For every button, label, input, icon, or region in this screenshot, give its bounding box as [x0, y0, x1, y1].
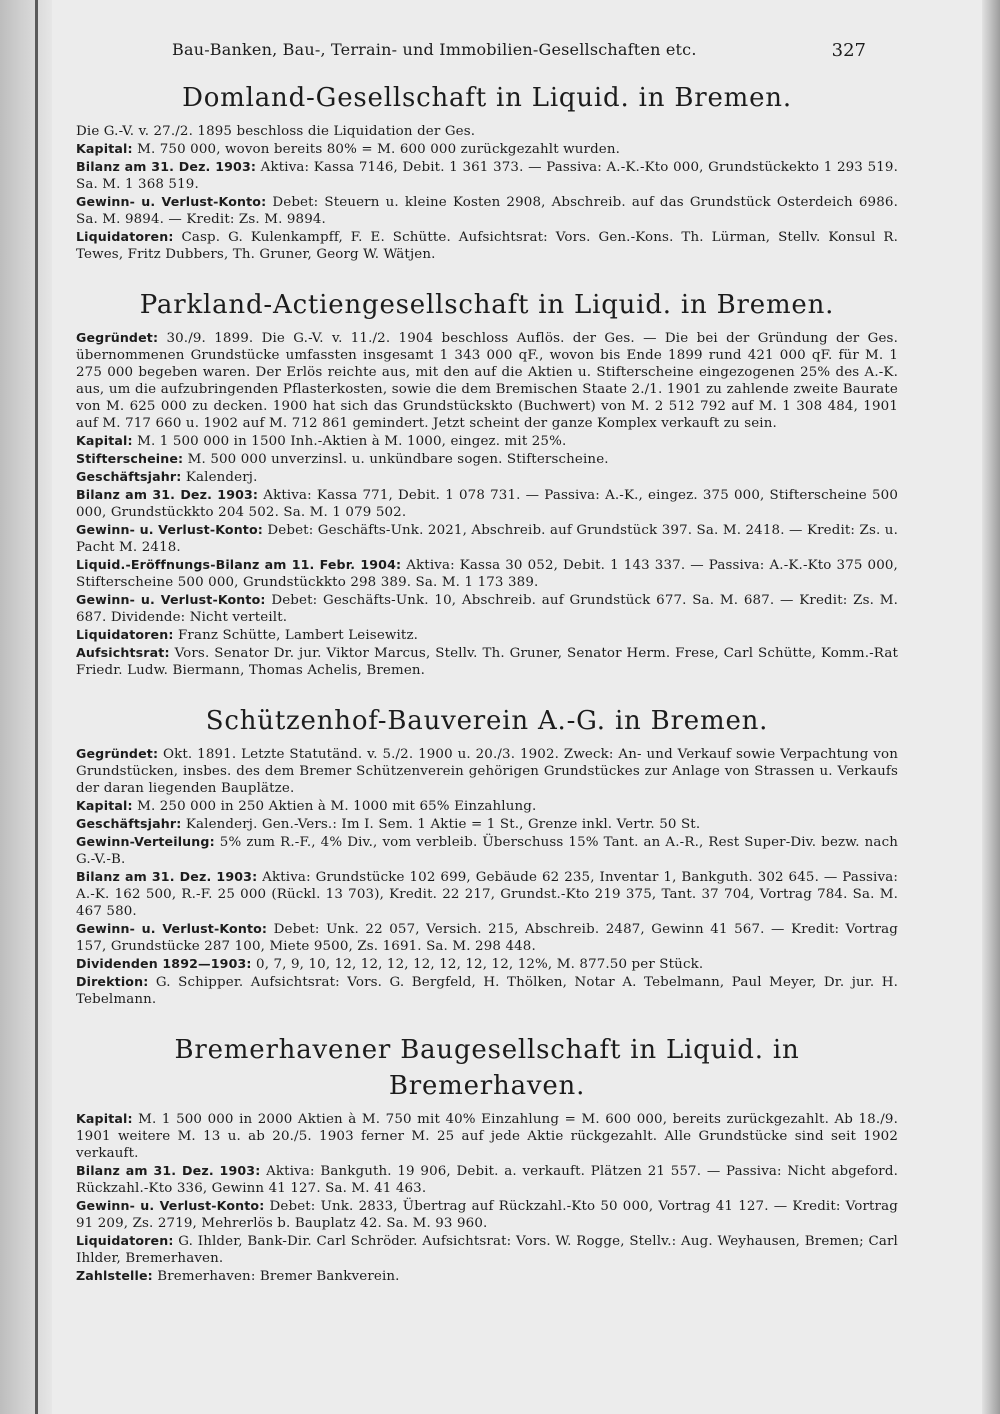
field-label: Gegründet: [76, 330, 159, 345]
field-label: Bilanz am 31. Dez. 1903: [76, 159, 257, 174]
entry-paragraph [76, 122, 898, 140]
field-label: Aufsichtsrat: [76, 645, 170, 660]
field-text: Debet: Geschäfts-Unk. 2021, Abschreib. auf Grundstück 397. Sa. M. 2418. — Kredit: Zs. u. Pacht M. 2418. [76, 523, 898, 555]
field-text: M. 1 500 000 in 1500 Inh.-Aktien à M. 1000, eingez. mit 25%. [137, 434, 567, 449]
field-text: Kalenderj. [185, 470, 258, 485]
entry-paragraph [76, 193, 898, 228]
running-head: Bau-Banken, Bau-, Terrain- und Immobilien-Gesellschaften etc. [172, 40, 697, 59]
field-label: Bilanz am 31. Dez. 1903: [76, 487, 259, 502]
company-title: Parkland-Actiengesellschaft in Liquid. in Bremen. [139, 290, 835, 320]
field-text: Aktiva: Kassa 30 052, Debit. 1 143 337. — Passiva: A.-K.-Kto 375 000, Stifterscheine 500 000, Grundstückkto 298 389. Sa. M. 1 173 389. [76, 558, 898, 590]
field-label: Direktion: [76, 974, 149, 989]
field-text: Debet: Unk. 2833, Übertrag auf Rückzahl.-Kto 50 000, Vortrag 41 127. — Kredit: Vortrag 91 209, Zs. 2719, Mehrerlös b. Bauplatz 42. Sa. M. 93 960. [76, 1199, 898, 1231]
page-header [172, 40, 866, 66]
entry-paragraph [76, 140, 898, 158]
document-page [52, 0, 982, 1414]
company-title: Schützenhof-Bauverein A.-G. in Bremen. [205, 706, 769, 736]
entry-paragraph [76, 158, 898, 193]
field-text: Aktiva: Kassa 771, Debit. 1 078 731. — Passiva: A.-K., eingez. 375 000, Stifterscheine 500 000, Grundstückkto 204 502. Sa. M. 1 079 502. [76, 488, 898, 520]
entry-paragraph [76, 556, 898, 591]
field-text: Debet: Geschäfts-Unk. 10, Abschreib. auf Grundstück 677. Sa. M. 687. — Kredit: Zs. M. 687. Dividende: Nicht verteilt. [76, 593, 898, 625]
entry-paragraph [76, 1110, 898, 1162]
field-text: G. Ihlder, Bank-Dir. Carl Schröder. Aufsichtsrat: Vors. W. Rogge, Stellv.: Aug. Weyhausen, Bremen; Carl Ihlder, Bremerhaven. [76, 1234, 898, 1266]
field-text: Aktiva: Kassa 7146, Debit. 1 361 373. — Passiva: A.-K.-Kto 000, Grundstückekto 1 293 519. Sa. M. 1 368 519. [76, 160, 898, 192]
company-title: Domland-Gesellschaft in Liquid. in Bremen. [182, 83, 792, 113]
field-label: Stifterscheine: [76, 451, 184, 466]
field-label: Gewinn- u. Verlust-Konto: [76, 194, 267, 209]
scan-right-edge [982, 0, 1000, 1414]
entry-paragraph [76, 521, 898, 556]
entry-paragraph [76, 868, 898, 920]
field-label: Liquid.-Eröffnungs-Bilanz am 11. Febr. 1904: [76, 557, 402, 572]
entry-paragraph [76, 432, 898, 450]
entry-paragraph [76, 450, 898, 468]
entry-paragraph [76, 1267, 898, 1285]
field-text: G. Schipper. Aufsichtsrat: Vors. G. Bergfeld, H. Thölken, Notar A. Tebelmann, Paul Meyer, Dr. jur. H. Tebelmann. [76, 975, 898, 1007]
entry-paragraph [76, 468, 898, 486]
field-label: Liquidatoren: [76, 1233, 174, 1248]
entry-paragraph [76, 920, 898, 955]
field-text: Kalenderj. Gen.-Vers.: Im I. Sem. 1 Aktie = 1 St., Grenze inkl. Vertr. 50 St. [185, 817, 701, 832]
field-text: Okt. 1891. Letzte Statutänd. v. 5./2. 1900 u. 20./3. 1902. Zweck: An- und Verkauf sowie Verpachtung von Grundstücken, insbes. des dem Bremer Schützenverein gehörigen Grundstückes zur Anlage von Strassen u. Verkaufs der daran liegenden Bauplätze. [76, 747, 898, 796]
field-label: Dividenden 1892—1903: [76, 956, 252, 971]
field-label: Gewinn- u. Verlust-Konto: [76, 522, 263, 537]
entry-paragraph [76, 644, 898, 679]
field-text: Bremerhaven: Bremer Bankverein. [157, 1269, 400, 1284]
company-entry [76, 703, 898, 1008]
entry-paragraph [76, 228, 898, 263]
entry-paragraph [76, 833, 898, 868]
field-text: M. 1 500 000 in 2000 Aktien à M. 750 mit 40% Einzahlung = M. 600 000, bereits zurückgezahlt. Ab 18./9. 1901 weitere M. 13 u. ab 20./5. 1903 ferner M. 25 auf jede Aktie rückgezahlt. Alle Grundstücke sind seit 1902 verkauft. [76, 1112, 898, 1161]
entry-paragraph [76, 329, 898, 432]
field-label: Kapital: [76, 1111, 133, 1126]
field-label: Liquidatoren: [76, 627, 174, 642]
field-label: Kapital: [76, 141, 133, 156]
field-text: Vors. Senator Dr. jur. Viktor Marcus, Stellv. Th. Gruner, Senator Herm. Frese, Carl Schütte, Komm.-Rat Friedr. Ludw. Biermann, Thomas Achelis, Bremen. [76, 646, 898, 678]
entry-paragraph [76, 486, 898, 521]
field-text: Die G.-V. v. 27./2. 1895 beschloss die Liquidation der Ges. [76, 124, 476, 139]
entry-paragraph [76, 1197, 898, 1232]
entry-paragraph [76, 591, 898, 626]
page-content [76, 80, 898, 1309]
field-text: Aktiva: Bankguth. 19 906, Debit. a. verkauft. Plätzen 21 557. — Passiva: Nicht abgeford. Rückzahl.-Kto 336, Gewinn 41 127. Sa. M. 41 463. [76, 1164, 898, 1196]
company-entry [76, 1032, 898, 1285]
field-text: M. 250 000 in 250 Aktien à M. 1000 mit 65% Einzahlung. [137, 799, 537, 814]
field-label: Gewinn- u. Verlust-Konto: [76, 592, 266, 607]
entry-paragraph [76, 815, 898, 833]
field-label: Bilanz am 31. Dez. 1903: [76, 869, 258, 884]
entry-paragraph [76, 973, 898, 1008]
field-label: Kapital: [76, 798, 133, 813]
entry-paragraph [76, 626, 898, 644]
field-text: M. 500 000 unverzinsl. u. unkündbare sogen. Stifterscheine. [187, 452, 609, 467]
field-label: Gewinn- u. Verlust-Konto: [76, 1198, 265, 1213]
field-label: Zahlstelle: [76, 1268, 153, 1283]
entry-paragraph [76, 1162, 898, 1197]
entry-paragraph [76, 1232, 898, 1267]
field-text: Aktiva: Grundstücke 102 699, Gebäude 62 235, Inventar 1, Bankguth. 302 645. — Passiva: A.-K. 162 500, R.-F. 25 000 (Rückl. 13 703), Kredit. 22 217, Grundst.-Kto 219 375, Tant. 37 704, Vortrag 784. Sa. M. 467 580. [76, 870, 898, 919]
field-text: Franz Schütte, Lambert Leisewitz. [177, 628, 419, 643]
field-text: Debet: Unk. 22 057, Versich. 215, Abschreib. 2487, Gewinn 41 567. — Kredit: Vortrag 157, Grundstücke 287 100, Miete 9500, Zs. 1691. Sa. M. 298 448. [76, 922, 898, 954]
field-label: Gewinn-Verteilung: [76, 834, 215, 849]
entry-paragraph [76, 797, 898, 815]
field-text: Casp. G. Kulenkampff, F. E. Schütte. Aufsichtsrat: Vors. Gen.-Kons. Th. Lürman, Stellv. Konsul R. Tewes, Fritz Dubbers, Th. Gruner, Georg W. Wätjen. [76, 230, 898, 262]
field-label: Gegründet: [76, 746, 159, 761]
field-label: Geschäftsjahr: [76, 816, 182, 831]
field-label: Gewinn- u. Verlust-Konto: [76, 921, 268, 936]
company-entry [76, 287, 898, 679]
field-text: 30./9. 1899. Die G.-V. v. 11./2. 1904 beschloss Auflös. der Ges. — Die bei der Gründung der Ges. übernommenen Grundstücke umfassten insgesamt 1 343 000 qF., wovon bis Ende 1899 rund 421 000 qF. für M. 1 275 000 begeben waren. Der Erlös reichte aus, mit den auf die Aktien u. Stifterscheine eingezogenen 25% des A.-K. aus, um die aufzubringenden Pflasterkosten, sowie die dem Bremischen Staate 2./1. 1901 zu zahlende zweite Baurate von M. 625 000 zu decken. 1900 hat sich das Grundstückskto (Buchwert) von M. 2 512 792 auf M. 1 308 484, 1901 auf M. 717 660 u. 1902 auf M. 712 861 gemindert. Jetzt scheint der ganze Komplex verkauft zu sein. [76, 331, 898, 431]
field-text: M. 750 000, wovon bereits 80% = M. 600 000 zurückgezahlt wurden. [137, 142, 621, 157]
company-title: Bremerhavener Baugesellschaft in Liquid. in Bremerhaven. [174, 1035, 800, 1101]
field-label: Bilanz am 31. Dez. 1903: [76, 1163, 261, 1178]
entry-paragraph [76, 955, 898, 973]
field-label: Kapital: [76, 433, 133, 448]
field-text: 5% zum R.-F., 4% Div., vom verbleib. Überschuss 15% Tant. an A.-R., Rest Super-Div. bezw. nach G.-V.-B. [76, 835, 898, 867]
field-text: Debet: Steuern u. kleine Kosten 2908, Abschreib. auf das Grundstück Osterdeich 6986. Sa. M. 9894. — Kredit: Zs. M. 9894. [76, 195, 898, 227]
company-entry [76, 80, 898, 263]
scan-binding-edge [0, 0, 52, 1414]
field-text: 0, 7, 9, 10, 12, 12, 12, 12, 12, 12, 12, 12%, M. 877.50 per Stück. [256, 957, 704, 972]
page-number: 327 [831, 40, 866, 61]
field-label: Liquidatoren: [76, 229, 174, 244]
field-label: Geschäftsjahr: [76, 469, 182, 484]
entry-paragraph [76, 745, 898, 797]
